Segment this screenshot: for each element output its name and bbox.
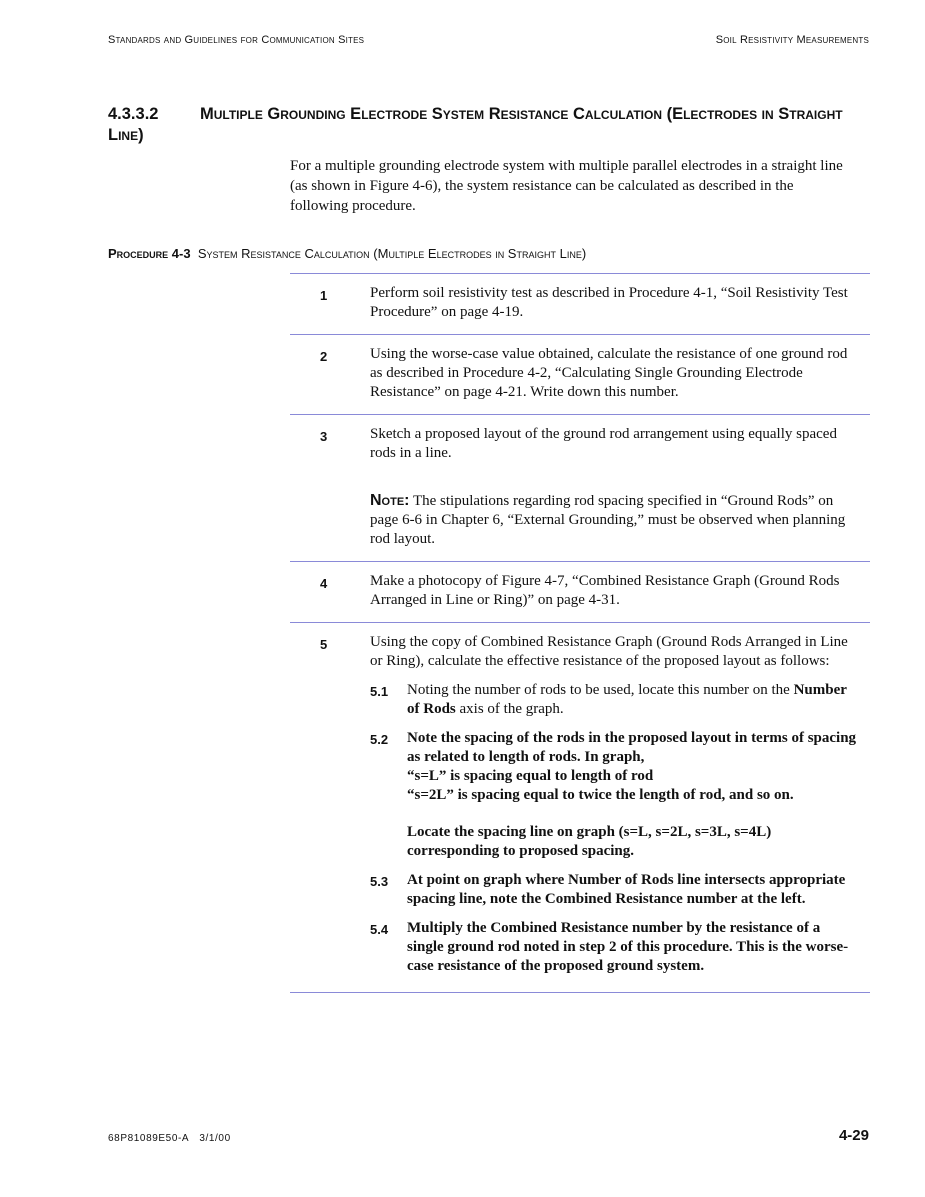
note-block <box>370 491 860 549</box>
step-number: 3 <box>320 429 328 444</box>
procedure-label: Procedure 4-3 <box>108 246 191 261</box>
section-heading <box>108 104 878 146</box>
procedure-step <box>290 415 870 562</box>
step-text: Make a photocopy of Figure 4-7, “Combined Resistance Graph (Ground Rods Arranged in Line or Ring)” on page 4-31. <box>370 573 840 608</box>
substep-text: “s=2L” is spacing equal to twice the length of rod, and so on. <box>407 787 794 803</box>
substep-number: 5.2 <box>370 732 389 747</box>
substep-text: At point on graph where Number of Rods line intersects appropriate spacing line, note the Combined Resistance number at the left. <box>407 872 846 907</box>
running-header-left: Standards and Guidelines for Communication Sites <box>108 34 365 46</box>
substep <box>370 919 860 976</box>
substep <box>370 871 860 909</box>
document-date: 3/1/00 <box>199 1133 231 1144</box>
step-text: Using the worse-case value obtained, calculate the resistance of one ground rod as described in Procedure 4-2, “Calculating Single Grounding Electrode Resistance” on page 4-21. Write down this number. <box>370 346 848 400</box>
step-number: 5 <box>320 637 328 652</box>
axis-name: Number of Rods <box>407 682 847 717</box>
substep-number: 5.1 <box>370 684 389 699</box>
procedure-title: System Resistance Calculation (Multiple Electrodes in Straight Line) <box>197 246 587 261</box>
procedure-step <box>290 335 870 415</box>
note-text: The stipulations regarding rod spacing specified in “Ground Rods” on page 6-6 in Chapter 6, “External Grounding,” must be observed when planning rod layout. <box>370 493 846 547</box>
substep <box>370 729 860 861</box>
procedure-steps <box>290 273 870 993</box>
step-number: 4 <box>320 576 328 591</box>
substep-text: axis of the graph. <box>459 701 564 717</box>
substep <box>370 681 860 719</box>
substep-text: Multiply the Combined Resistance number by the resistance of a single ground rod noted in step 2 of this procedure. This is the worse-case resistance of the proposed ground system. <box>407 920 849 974</box>
step-text: Using the copy of Combined Resistance Graph (Ground Rods Arranged in Line or Ring), calculate the effective resistance of the proposed layout as follows: <box>370 634 848 669</box>
section-number: 4.3.3.2 <box>108 105 159 123</box>
procedure-step <box>290 623 870 993</box>
substep-text: Noting the number of rods to be used, locate this number on the <box>407 682 790 698</box>
page-number: 4-29 <box>838 1127 869 1144</box>
procedure-step <box>290 562 870 623</box>
note-label: Note: <box>370 492 410 509</box>
substep-text: “s=L” is spacing equal to length of rod <box>407 768 654 784</box>
substep-number: 5.4 <box>370 922 389 937</box>
substep-text: Locate the spacing line on graph (s=L, s=2L, s=3L, s=4L) corresponding to proposed spacing. <box>407 824 772 859</box>
step-number: 1 <box>320 288 328 303</box>
procedure-caption <box>108 246 586 261</box>
substep-text: Note the spacing of the rods in the proposed layout in terms of spacing as related to length of rods. In graph, <box>407 730 857 765</box>
document-id: 68P81089E50-A <box>108 1133 190 1144</box>
step-number: 2 <box>320 349 328 364</box>
section-title: Multiple Grounding Electrode System Resistance Calculation (Electrodes in Straight Line) <box>108 105 843 144</box>
footer-left <box>108 1133 231 1144</box>
procedure-step <box>290 274 870 335</box>
step-text: Sketch a proposed layout of the ground rod arrangement using equally spaced rods in a line. <box>370 426 837 461</box>
substep-number: 5.3 <box>370 874 389 889</box>
running-header-right: Soil Resistivity Measurements <box>715 34 869 46</box>
intro-paragraph: For a multiple grounding electrode system with multiple parallel electrodes in a straight line (as shown in Figure 4-6), the system resistance can be calculated as described in the following procedure. <box>290 158 843 214</box>
step-text: Perform soil resistivity test as described in Procedure 4-1, “Soil Resistivity Test Procedure” on page 4-19. <box>370 285 848 320</box>
